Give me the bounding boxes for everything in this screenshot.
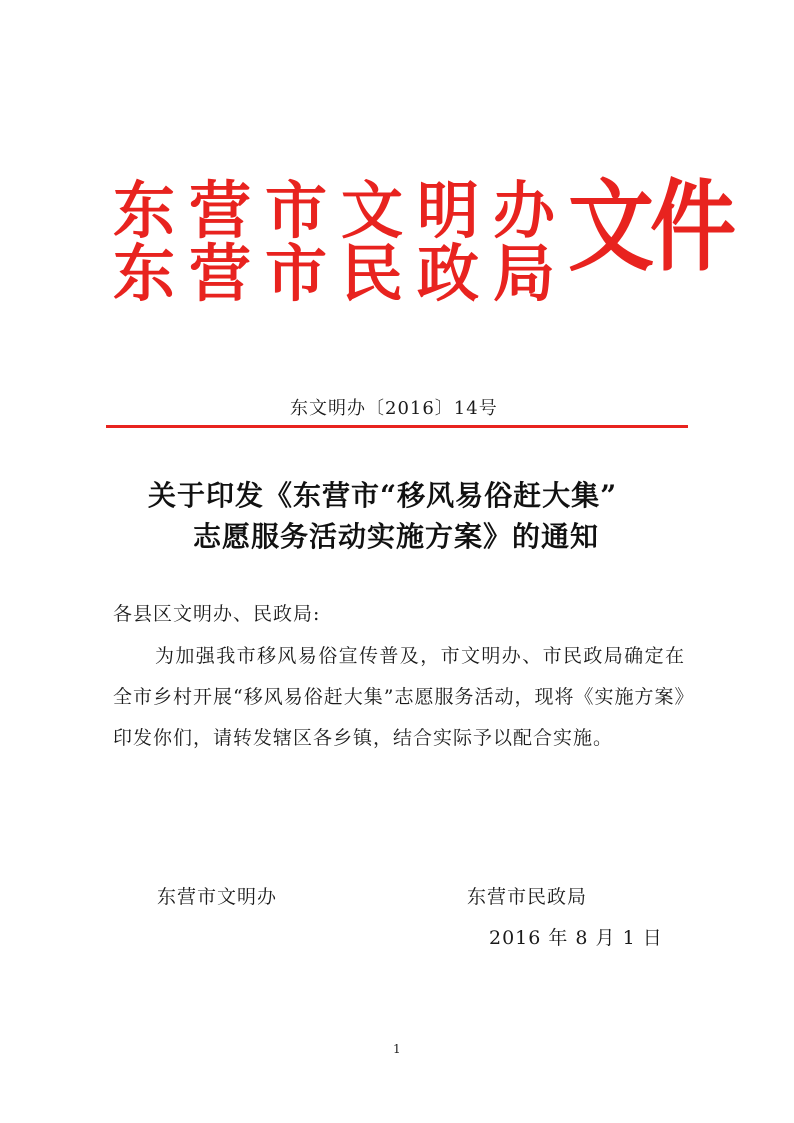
- red-divider: [106, 425, 688, 428]
- header-doc-word: 文件: [568, 168, 732, 285]
- doc-number: 东文明办〔2016〕14号: [290, 398, 498, 419]
- title-line-1: 关于印发《东营市“移风易俗赶大集”: [148, 479, 618, 512]
- page-number: 1: [393, 1042, 401, 1056]
- body-paragraph: 为加强我市移风易俗宣传普及，市文明办、市民政局确定在全市乡村开展“移风易俗赶大集”志愿服务活动，现将《实施方案》印发你们，请转发辖区各乡镇，结合实际予以配合实施。: [113, 645, 685, 749]
- signature-right: 东营市民政局: [467, 886, 588, 908]
- header-org-line-2: 东营市民政局: [113, 237, 570, 310]
- title-line-2: 志愿服务活动实施方案》的通知: [193, 520, 600, 553]
- salutation: 各县区文明办、民政局:: [113, 603, 321, 625]
- signature-date: 2016 年 8 月 1 日: [489, 927, 663, 949]
- header-org-line-1: 东营市文明办: [113, 174, 570, 247]
- signature-left: 东营市文明办: [157, 886, 278, 908]
